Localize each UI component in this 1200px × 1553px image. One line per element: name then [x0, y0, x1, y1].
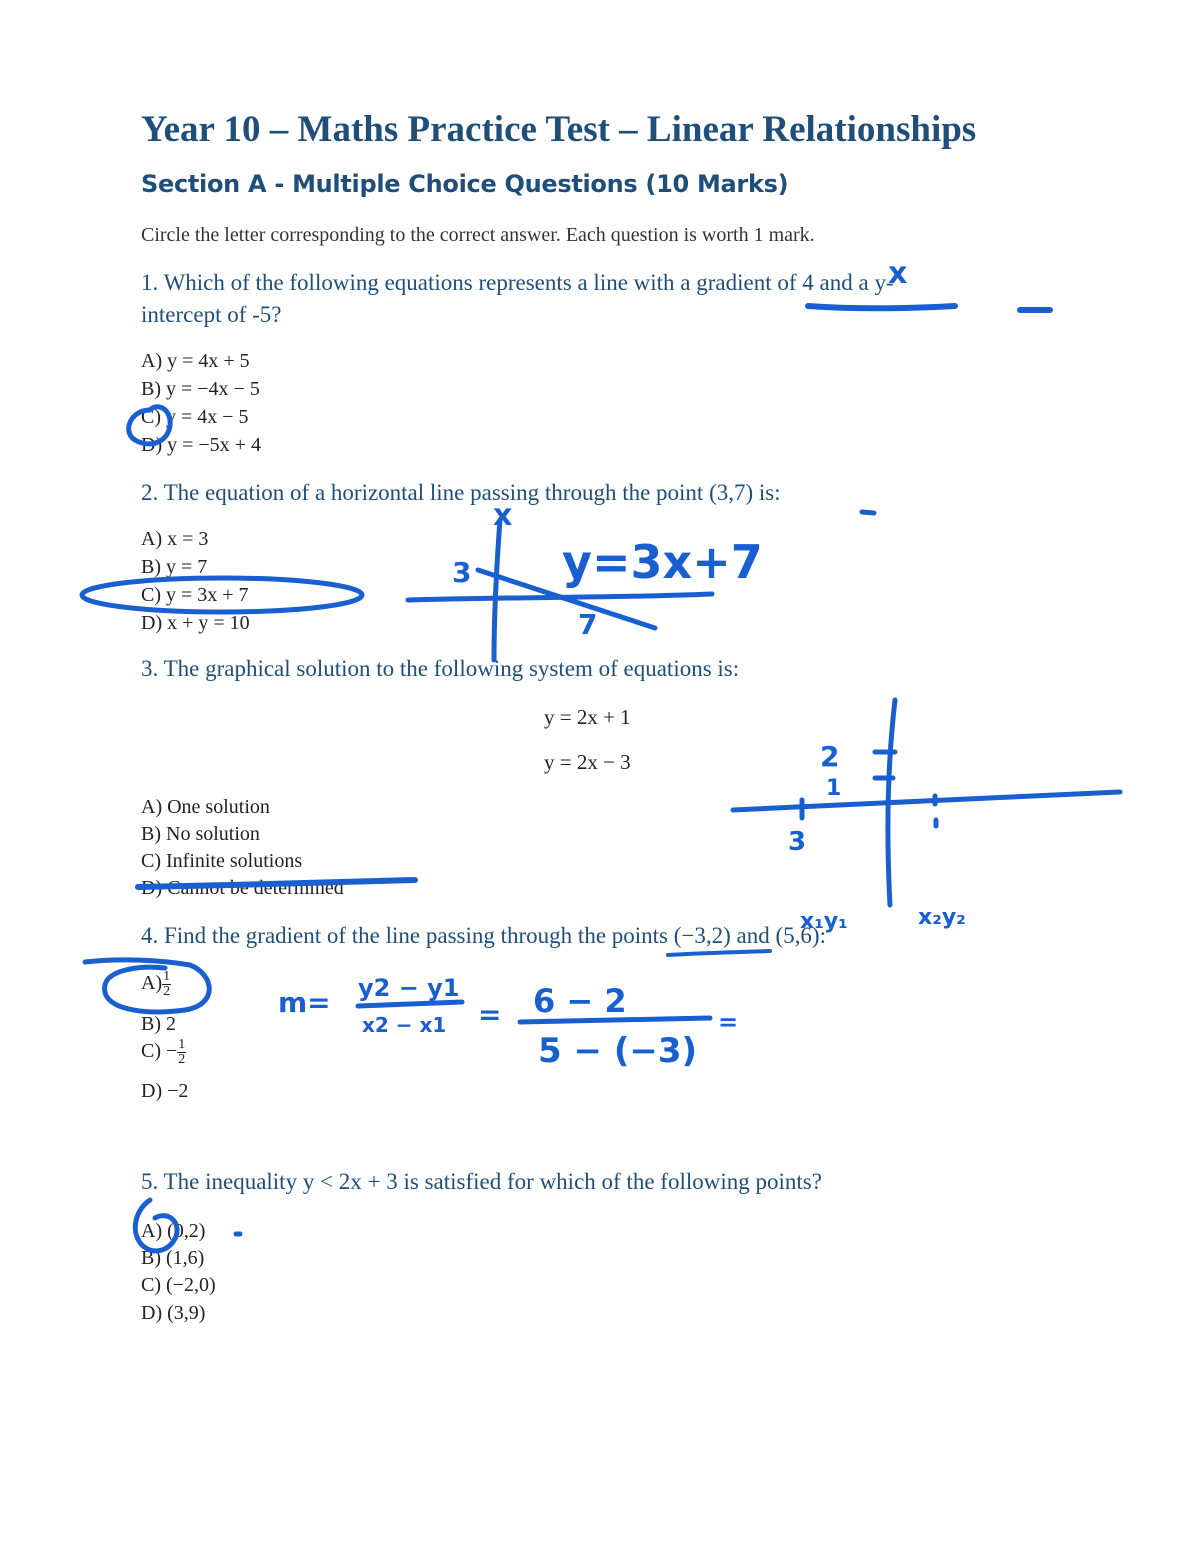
q2-handwritten-equation: y=3x+7: [562, 535, 763, 589]
question-4-text: 4. Find the gradient of the line passing through the points (−3,2) and (5,6):: [141, 923, 826, 948]
q5-option-d[interactable]: D) (3,9): [141, 1302, 206, 1324]
q3-label-x2y2: x₂y₂: [918, 905, 966, 930]
section-heading: Section A - Multiple Choice Questions (10 Marks): [141, 170, 789, 198]
q4-formula-denominator: x2 − x1: [362, 1013, 447, 1037]
q4-option-a[interactable]: [141, 970, 171, 999]
q5-option-a[interactable]: A) (0,2): [141, 1220, 206, 1242]
q3-option-d[interactable]: D) Cannot be determined: [141, 877, 344, 899]
q2-option-b[interactable]: B) y = 7: [141, 556, 208, 578]
q4-option-d[interactable]: D) −2: [141, 1080, 189, 1102]
q2-option-d[interactable]: D) x + y = 10: [141, 612, 250, 634]
q1-option-c[interactable]: C) y = 4x − 5: [141, 406, 249, 428]
question-2-text: 2. The equation of a horizontal line passing through the point (3,7) is:: [141, 480, 781, 505]
q4-equals-2: =: [718, 1008, 739, 1036]
q4-option-b[interactable]: B) 2: [141, 1013, 176, 1035]
question-5-text: 5. The inequality y < 2x + 3 is satisfied for which of the following points?: [141, 1169, 822, 1194]
q2-sketch-x-axis: [408, 594, 712, 600]
q4-formula-numerator: y2 − y1: [358, 974, 460, 1002]
q3-axis-1: 1: [826, 776, 842, 801]
q4-numerator: 6 − 2: [533, 982, 627, 1020]
q3-option-b[interactable]: B) No solution: [141, 823, 260, 845]
q4-fraction-bar: [520, 1018, 710, 1022]
q2-sketch-y-axis: [494, 520, 500, 660]
q3-sketch-ticks: [802, 752, 936, 826]
q2-option-a[interactable]: A) x = 3: [141, 528, 209, 550]
q2-axis-7: 7: [578, 608, 598, 641]
q4-denominator: 5 − (−3): [538, 1031, 698, 1071]
q2-option-c[interactable]: C) y = 3x + 7: [141, 584, 249, 606]
q1-note-x: x: [888, 256, 908, 291]
q4-option-c-label: C) −: [141, 1040, 178, 1063]
ink-dot: [862, 512, 874, 513]
q1-underline-gradient: [808, 306, 955, 308]
q4-formula-bar: [358, 1002, 462, 1006]
fraction-half: $\frac{1}{2}$: [178, 1037, 186, 1067]
q2-sketch-line: [478, 570, 655, 628]
question-1-text-cont: intercept of -5?: [141, 302, 282, 327]
q3-axis-2: 2: [820, 740, 840, 773]
q1-option-b[interactable]: B) y = −4x − 5: [141, 378, 260, 400]
q5-option-b[interactable]: B) (1,6): [141, 1247, 205, 1269]
question-1-text: 1. Which of the following equations represents a line with a gradient of 4 and a y-: [141, 270, 894, 295]
q1-option-d[interactable]: D) y = −5x + 4: [141, 434, 261, 456]
q4-option-c[interactable]: [141, 1038, 186, 1067]
fraction-half: $\frac{1}{2}$: [163, 969, 171, 999]
question-3-text: 3. The graphical solution to the following system of equations is:: [141, 656, 740, 681]
q2-axis-3: 3: [452, 556, 472, 589]
q4-option-a-label: A): [141, 972, 163, 995]
page-title: Year 10 – Maths Practice Test – Linear Relationships: [141, 109, 977, 150]
q3-sketch-x-axis: [733, 792, 1120, 810]
q3-sketch-y-axis: [888, 700, 895, 905]
q4-underline-points: [668, 951, 770, 955]
q1-option-a[interactable]: A) y = 4x + 5: [141, 350, 250, 372]
q2-note-x: x: [493, 498, 513, 533]
q3-equation-2: y = 2x − 3: [544, 750, 631, 774]
q3-axis-3: 3: [788, 827, 807, 857]
q4-formula-m: m=: [278, 986, 331, 1019]
q5-option-c[interactable]: C) (−2,0): [141, 1274, 216, 1296]
q4-equals: =: [478, 998, 502, 1031]
q3-equation-1: y = 2x + 1: [544, 705, 631, 729]
q3-label-x1y1: x₁y₁: [800, 909, 848, 934]
instructions: Circle the letter corresponding to the correct answer. Each question is worth 1 mark.: [141, 224, 815, 246]
q3-option-c[interactable]: C) Infinite solutions: [141, 850, 303, 872]
q3-option-a[interactable]: A) One solution: [141, 796, 270, 818]
